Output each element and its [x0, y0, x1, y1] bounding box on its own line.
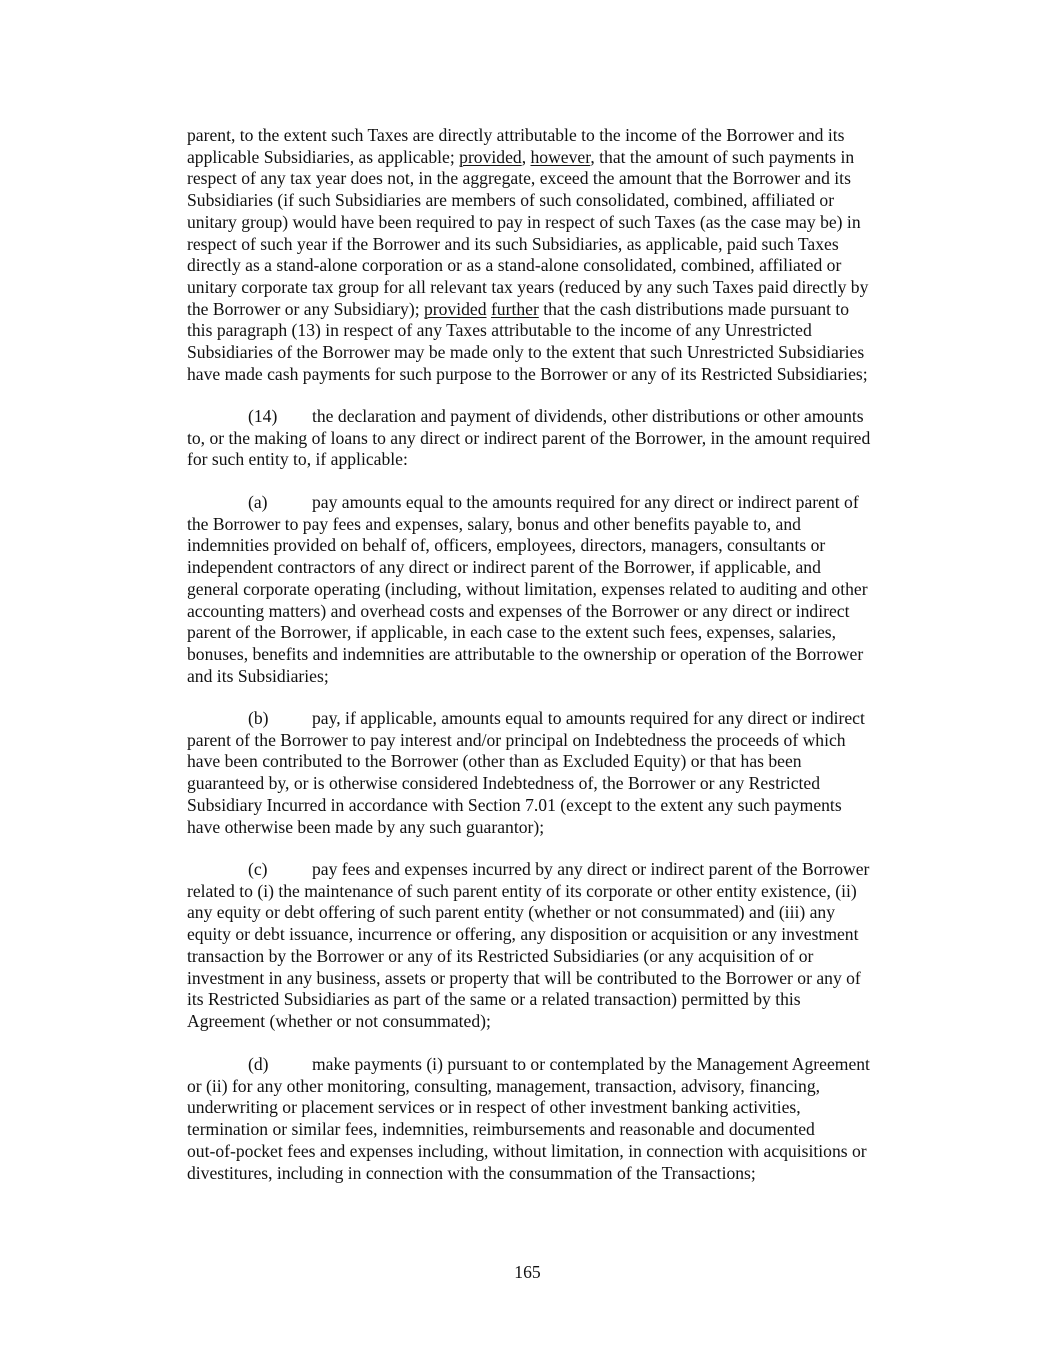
- text-line: respect of any tax year does not, in the aggregate, exceed the amount that the Borrower and its: [187, 168, 851, 189]
- clause-first-line: [187, 1054, 933, 1076]
- clause-first-line: [187, 492, 933, 514]
- clause-b: [187, 708, 933, 838]
- text-line: out-of-pocket fees and expenses including, without limitation, in connection with acquisitions or: [187, 1140, 867, 1161]
- paragraph-14: [187, 406, 933, 471]
- text-line: underwriting or placement services or in respect of other investment banking activities,: [187, 1097, 801, 1118]
- clause-d: [187, 1054, 933, 1184]
- text-line: Subsidiaries of the Borrower may be made only to the extent that such Unrestricted Subsidiaries: [187, 342, 865, 363]
- however-emphasis: however: [530, 146, 591, 167]
- text-line: Subsidiary Incurred in accordance with Section 7.01 (except to the extent any such payments: [187, 794, 842, 815]
- text-line: general corporate operating (including, without limitation, expenses related to auditing and other: [187, 578, 868, 599]
- text-line: parent of the Borrower to pay interest and/or principal on Indebtedness the proceeds of which: [187, 729, 846, 750]
- text-line: directly as a stand-alone corporation or as a stand-alone consolidated, combined, affiliated or: [187, 255, 842, 276]
- text-segment: the declaration and payment of dividends, other distributions or other amounts: [312, 406, 864, 426]
- text-line: to, or the making of loans to any direct or indirect parent of the Borrower, in the amount required: [187, 427, 871, 448]
- text-line: its Restricted Subsidiaries as part of the same or a related transaction) permitted by this: [187, 989, 801, 1010]
- text-segment: applicable Subsidiaries, as applicable;: [187, 146, 460, 167]
- paragraph-first-line: [187, 406, 933, 428]
- text-line: related to (i) the maintenance of such parent entity of its corporate or other entity existence, (ii): [187, 880, 857, 901]
- clause-number: (b): [248, 708, 269, 728]
- text-segment: pay, if applicable, amounts equal to amounts required for any direct or indirect: [312, 708, 865, 728]
- text-line: the Borrower to pay fees and expenses, salary, bonus and other benefits payable to, and: [187, 513, 801, 534]
- text-segment: that the cash distributions made pursuant to: [538, 298, 850, 319]
- text-line: [187, 299, 933, 321]
- text-line: have been contributed to the Borrower (other than as Excluded Equity) or that has been: [187, 751, 802, 772]
- text-line: Subsidiaries (if such Subsidiaries are members of such consolidated, combined, affiliated or: [187, 190, 835, 211]
- page-number: 165: [514, 1262, 541, 1282]
- text-line: unitary corporate tax group for all relevant tax years (reduced by any such Taxes paid directly by: [187, 276, 869, 297]
- text-line: unitary group) would have been required to pay in respect of such Taxes (as the case may be) in: [187, 211, 861, 232]
- text-line: [187, 147, 933, 169]
- text-line: or (ii) for any other monitoring, consulting, management, transaction, advisory, financing,: [187, 1075, 821, 1096]
- text-line: indemnities provided on behalf of, officers, employees, directors, managers, consultants or: [187, 535, 826, 556]
- clause-c: [187, 859, 933, 1033]
- clause-number: (c): [248, 859, 268, 879]
- text-line: for such entity to, if applicable:: [187, 449, 408, 470]
- text-line: guaranteed by, or is otherwise considered Indebtedness of, the Borrower or any Restricted: [187, 773, 821, 794]
- clause-number: (d): [248, 1054, 269, 1074]
- text-line: parent of the Borrower, if applicable, in each case to the extent such fees, expenses, salaries,: [187, 622, 837, 643]
- text-line: have otherwise been made by any such guarantor);: [187, 816, 545, 837]
- paragraph-number: (14): [248, 406, 278, 426]
- text-line: parent, to the extent such Taxes are directly attributable to the income of the Borrower and its: [187, 125, 845, 145]
- text-line: and its Subsidiaries;: [187, 665, 329, 686]
- clause-first-line: [187, 708, 933, 730]
- text-line: equity or debt issuance, incurrence or offering, any disposition or acquisition or any investment: [187, 924, 859, 945]
- provided-emphasis: provided: [459, 146, 522, 167]
- text-line: any equity or debt offering of such parent entity (whether or not consummated) and (iii) any: [187, 902, 836, 923]
- text-line: accounting matters) and overhead costs and expenses of the Borrower or any direct or indirect: [187, 600, 850, 621]
- text-segment: , that the amount of such payments in: [590, 146, 855, 167]
- text-segment: make payments (i) pursuant to or contemplated by the Management Agreement: [312, 1054, 870, 1074]
- text-line: divestitures, including in connection with the consummation of the Transactions;: [187, 1162, 756, 1183]
- paragraph-13-continuation: [187, 125, 933, 385]
- clause-number: (a): [248, 492, 268, 512]
- text-line: bonuses, benefits and indemnities are attributable to the ownership or operation of the Borrower: [187, 643, 864, 664]
- text-line: transaction by the Borrower or any of its Restricted Subsidiaries (or any acquisition of or: [187, 945, 814, 966]
- text-line: Agreement (whether or not consummated);: [187, 1010, 491, 1031]
- text-line: have made cash payments for such purpose to the Borrower or any of its Restricted Subsidiaries;: [187, 363, 868, 384]
- provided-emphasis: provided: [423, 298, 487, 319]
- text-segment: pay fees and expenses incurred by any direct or indirect parent of the Borrower: [312, 859, 870, 879]
- text-line: this paragraph (13) in respect of any Taxes attributable to the income of any Unrestricted: [187, 320, 812, 341]
- further-emphasis: further: [490, 298, 539, 319]
- text-line: independent contractors of any direct or indirect parent of the Borrower, if applicable, and: [187, 557, 821, 578]
- text-line: respect of such year if the Borrower and its such Subsidiaries, as applicable, paid such Taxes: [187, 233, 839, 254]
- text-line: investment in any business, assets or property that will be contributed to the Borrower or any of: [187, 967, 861, 988]
- text-segment: the Borrower or any Subsidiary);: [187, 298, 424, 319]
- text-segment: ,: [521, 146, 531, 167]
- text-segment: pay amounts equal to the amounts required for any direct or indirect parent of: [312, 492, 859, 512]
- text-line: termination or similar fees, indemnities, reimbursements and reasonable and documented: [187, 1119, 815, 1140]
- clause-first-line: [187, 859, 933, 881]
- clause-a: [187, 492, 933, 687]
